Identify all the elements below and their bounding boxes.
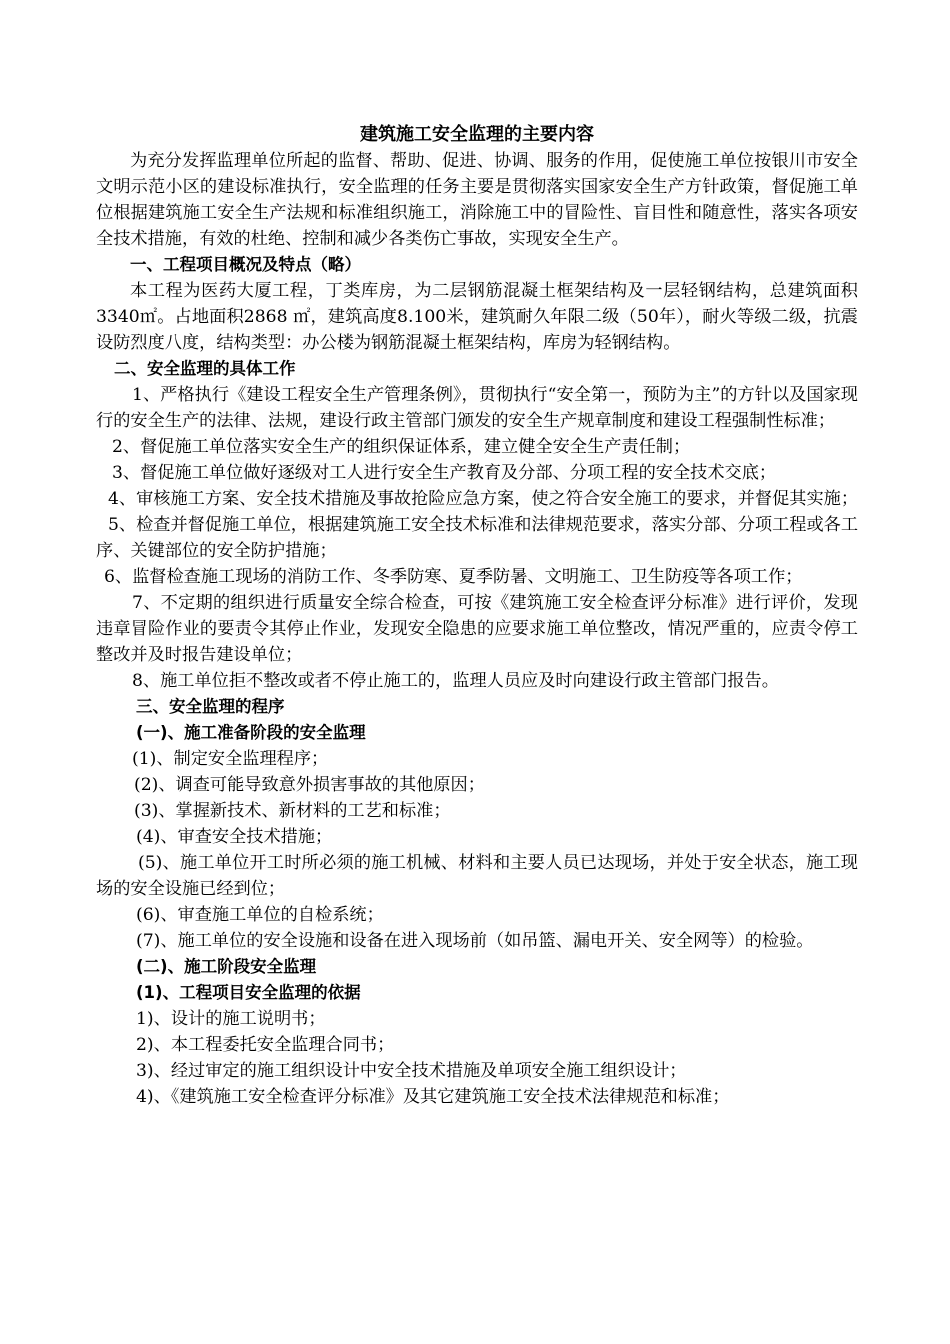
section-2-item-3: 3、督促施工单位做好逐级对工人进行安全生产教育及分部、分项工程的安全技术交底； [112, 463, 777, 483]
section-3-sub-1-heading: (一)、施工准备阶段的安全监理 [136, 723, 366, 742]
sub-1-item-3: (3)、掌握新技术、新材料的工艺和标准； [134, 801, 451, 821]
section-1-heading: 一、工程项目概况及特点（略） [130, 255, 361, 274]
sub-2-item-3: 3)、经过审定的施工组织设计中安全技术措施及单项安全施工组织设计； [136, 1061, 687, 1081]
section-3-sub-2-heading: (二)、施工阶段安全监理 [136, 957, 317, 976]
sub-1-item-7: (7)、施工单位的安全设施和设备在进入现场前（如吊篮、漏电开关、安全网等）的检验。 [136, 931, 814, 951]
sub-1-item-2: (2)、调查可能导致意外损害事故的其他原因； [134, 775, 485, 795]
sub-2-item-2: 2)、本工程委托安全监理合同书； [136, 1035, 395, 1055]
sub-2-item-4: 4)、《建筑施工安全检查评分标准》及其它建筑施工安全技术法律规范和标准； [136, 1087, 730, 1107]
document-body [96, 122, 858, 1110]
sub-1-item-5: (5)、施工单位开工时所必须的施工机械、材料和主要人员已达现场，并处于安全状态，施工现场的安全设施已经到位； [96, 853, 858, 899]
section-2-item-7: 7、不定期的组织进行质量安全综合检查，可按《建筑施工安全检查评分标准》进行评价，发现违章冒险作业的要责令其停止作业，发现安全隐患的应要求施工单位整改，情况严重的，应责令停工整改并及时报告建设单位； [96, 593, 858, 665]
section-3-heading: 三、安全监理的程序 [136, 697, 285, 716]
section-2-heading: 二、安全监理的具体工作 [114, 359, 296, 378]
section-2-item-6: 6、监督检查施工现场的消防工作、冬季防寒、夏季防暑、文明施工、卫生防疫等各项工作； [104, 567, 803, 587]
section-2-item-1: 1、严格执行《建设工程安全生产管理条例》，贯彻执行“安全第一，预防为主”的方针以及国家现行的安全生产的法律、法规，建设行政主管部门颁发的安全生产规章制度和建设工程强制性标准； [96, 385, 858, 431]
document-title: 建筑施工安全监理的主要内容 [360, 124, 594, 145]
section-2-item-8: 8、施工单位拒不整改或者不停止施工的，监理人员应及时向建设行政主管部门报告。 [132, 671, 779, 691]
sub-1-item-6: (6)、审查施工单位的自检系统； [136, 905, 384, 925]
sub-1-item-1: (1)、制定安全监理程序； [132, 749, 329, 769]
section-2-item-4: 4、审核施工方案、安全技术措施及事故抢险应急方案，使之符合安全施工的要求，并督促其实施； [108, 489, 859, 509]
section-2-item-2: 2、督促施工单位落实安全生产的组织保证体系，建立健全安全生产责任制； [112, 437, 691, 457]
section-1-body: 本工程为医药大厦工程，丁类库房，为二层钢筋混凝土框架结构及一层轻钢结构，总建筑面积3340㎡。占地面积2868 ㎡，建筑高度8.100米，建筑耐久年限二级（50年），耐火等级二级，抗震设防烈度八度，结构类型：办公楼为钢筋混凝土框架结构，库房为轻钢结构。 [96, 281, 858, 353]
section-3-sub-2-subheading: (1)、工程项目安全监理的依据 [136, 983, 361, 1002]
intro-paragraph: 为充分发挥监理单位所起的监督、帮助、促进、协调、服务的作用，促使施工单位按银川市安全文明示范小区的建设标准执行，安全监理的任务主要是贯彻落实国家安全生产方针政策，督促施工单位根据建筑施工安全生产法规和标准组织施工，消除施工中的冒险性、盲目性和随意性，落实各项安全技术措施，有效的杜绝、控制和减少各类伤亡事故，实现安全生产。 [96, 151, 858, 249]
section-2-item-5: 5、检查并督促施工单位，根据建筑施工安全技术标准和法律规范要求，落实分部、分项工程或各工序、关键部位的安全防护措施； [96, 515, 859, 561]
sub-2-item-1: 1)、设计的施工说明书； [136, 1009, 326, 1029]
sub-1-item-4: (4)、审查安全技术措施； [136, 827, 333, 847]
